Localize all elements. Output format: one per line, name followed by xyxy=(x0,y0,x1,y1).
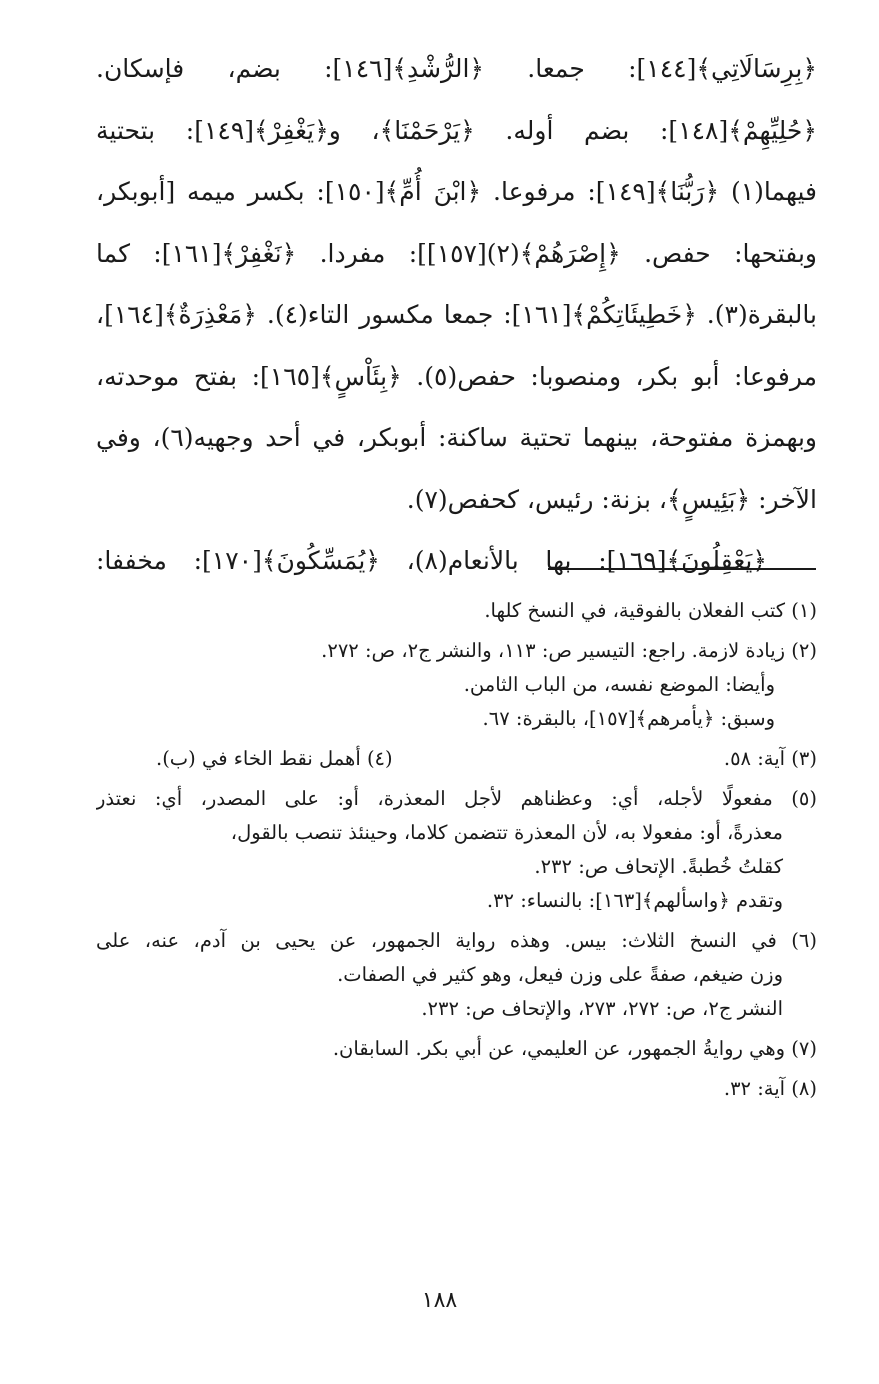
footnote-1 xyxy=(96,594,817,628)
footnote-3: (٣) آية: ٥٨. xyxy=(723,747,817,770)
footnote-line: (٦) في النسخ الثلاث: بيس. وهذه رواية الجمهور، عن يحيى بن آدم، عنه، على xyxy=(96,929,817,952)
footnote-line: (١) كتب الفعلان بالفوقية، في النسخ كلها. xyxy=(484,599,817,622)
main-line-2: ﴿حُلِيِّهِمْ﴾[١٤٨]: بضم أوله. ﴿يَرْحَمْنَا﴾، و﴿يَغْفِرْ﴾[١٤٩]: بتحتية xyxy=(96,115,817,145)
footnote-line: النشر ج٢، ص: ٢٧٢، ٢٧٣، والإتحاف ص: ٢٣٢. xyxy=(421,997,783,1020)
main-text xyxy=(96,38,817,592)
footnote-line: كقلتُ خُطبةً. الإتحاف ص: ٢٣٢. xyxy=(534,855,783,878)
main-line-1: ﴿بِرِسَالَاتِي﴾[١٤٤]: جمعا. ﴿الرُّشْدِ﴾[١٤٦]: بضم، فإسكان. xyxy=(96,54,817,83)
footnote-divider xyxy=(548,568,816,570)
footnote-line: معذرةً، أو: مفعولا به، لأن المعذرة تتضمن كلاما، وحينئذ تنصب بالقول، xyxy=(230,821,783,844)
footnote-line: وأيضا: الموضع نفسه، من الباب الثامن. xyxy=(463,673,775,696)
main-line-4: وبفتحها: حفص. ﴿إِصْرَهُمْ﴾(٢)[١٥٧]]: مفردا. ﴿نَغْفِرْ﴾[١٦١]: كما xyxy=(96,238,817,268)
main-line-8: الآخر: ﴿بَئِيسٍ﴾، بزنة: رئيس، كحفص(٧). xyxy=(406,484,817,514)
main-line-3: فيهما(١) ﴿رَبُّنَا﴾[١٤٩]: مرفوعا. ﴿ابْنَ أُمِّ﴾[١٥٠]: بكسر ميمه [أبوبكر، xyxy=(96,177,817,206)
footnote-line: (٥) مفعولًا لأجله، أي: وعظناهم لأجل المعذرة، أو: على المصدر، أي: نعتذر xyxy=(96,787,817,810)
footnote-4: (٤) أهمل نقط الخاء في (ب). xyxy=(156,747,393,770)
footnote-row-3-4 xyxy=(96,742,817,776)
footnote-line: (٢) زيادة لازمة. راجع: التيسير ص: ١١٣، والنشر ج٢، ص: ٢٧٢. xyxy=(321,639,817,662)
main-line-6: مرفوعا: أبو بكر، ومنصوبا: حفص(٥). ﴿بِئَاْسٍ﴾[١٦٥]: بفتح موحدته، xyxy=(96,361,817,391)
footnote-8 xyxy=(96,1072,817,1106)
footnote-5 xyxy=(96,782,817,918)
main-line-5: بالبقرة(٣). ﴿خَطِيئَاتِكُمْ﴾[١٦١]: جمعا مكسور التاء(٤). ﴿مَعْذِرَةٌ﴾[١٦٤]، xyxy=(96,300,817,329)
main-line-7: وبهمزة مفتوحة، بينهما تحتية ساكنة: أبوبكر، في أحد وجهيه(٦)، وفي xyxy=(96,423,817,452)
footnote-2 xyxy=(96,634,817,736)
page-number: ١٨٨ xyxy=(421,1288,458,1313)
footnote-6 xyxy=(96,924,817,1026)
footnote-line: (٨) آية: ٣٢. xyxy=(723,1077,817,1100)
main-line-9: ﴿يَعْقِلُونَ﴾[١٦٩]: بها بالأنعام(٨)، ﴿يُمَسِّكُونَ﴾[١٧٠]: مخففا: xyxy=(96,546,767,575)
footnote-line: وتقدم ﴿واسألهم﴾[١٦٣]: بالنساء: ٣٢. xyxy=(486,889,783,912)
footnote-line: وسبق: ﴿يأمرهم﴾[١٥٧]، بالبقرة: ٦٧. xyxy=(482,707,775,730)
footnote-line: (٧) وهي روايةُ الجمهور، عن العليمي، عن أبي بكر. السابقان. xyxy=(332,1037,817,1060)
footnote-7 xyxy=(96,1032,817,1066)
footnote-line: وزن ضيغم، صفةً على وزن فيعل، وهو كثير في الصفات. xyxy=(337,963,783,986)
footnotes xyxy=(96,588,817,1106)
